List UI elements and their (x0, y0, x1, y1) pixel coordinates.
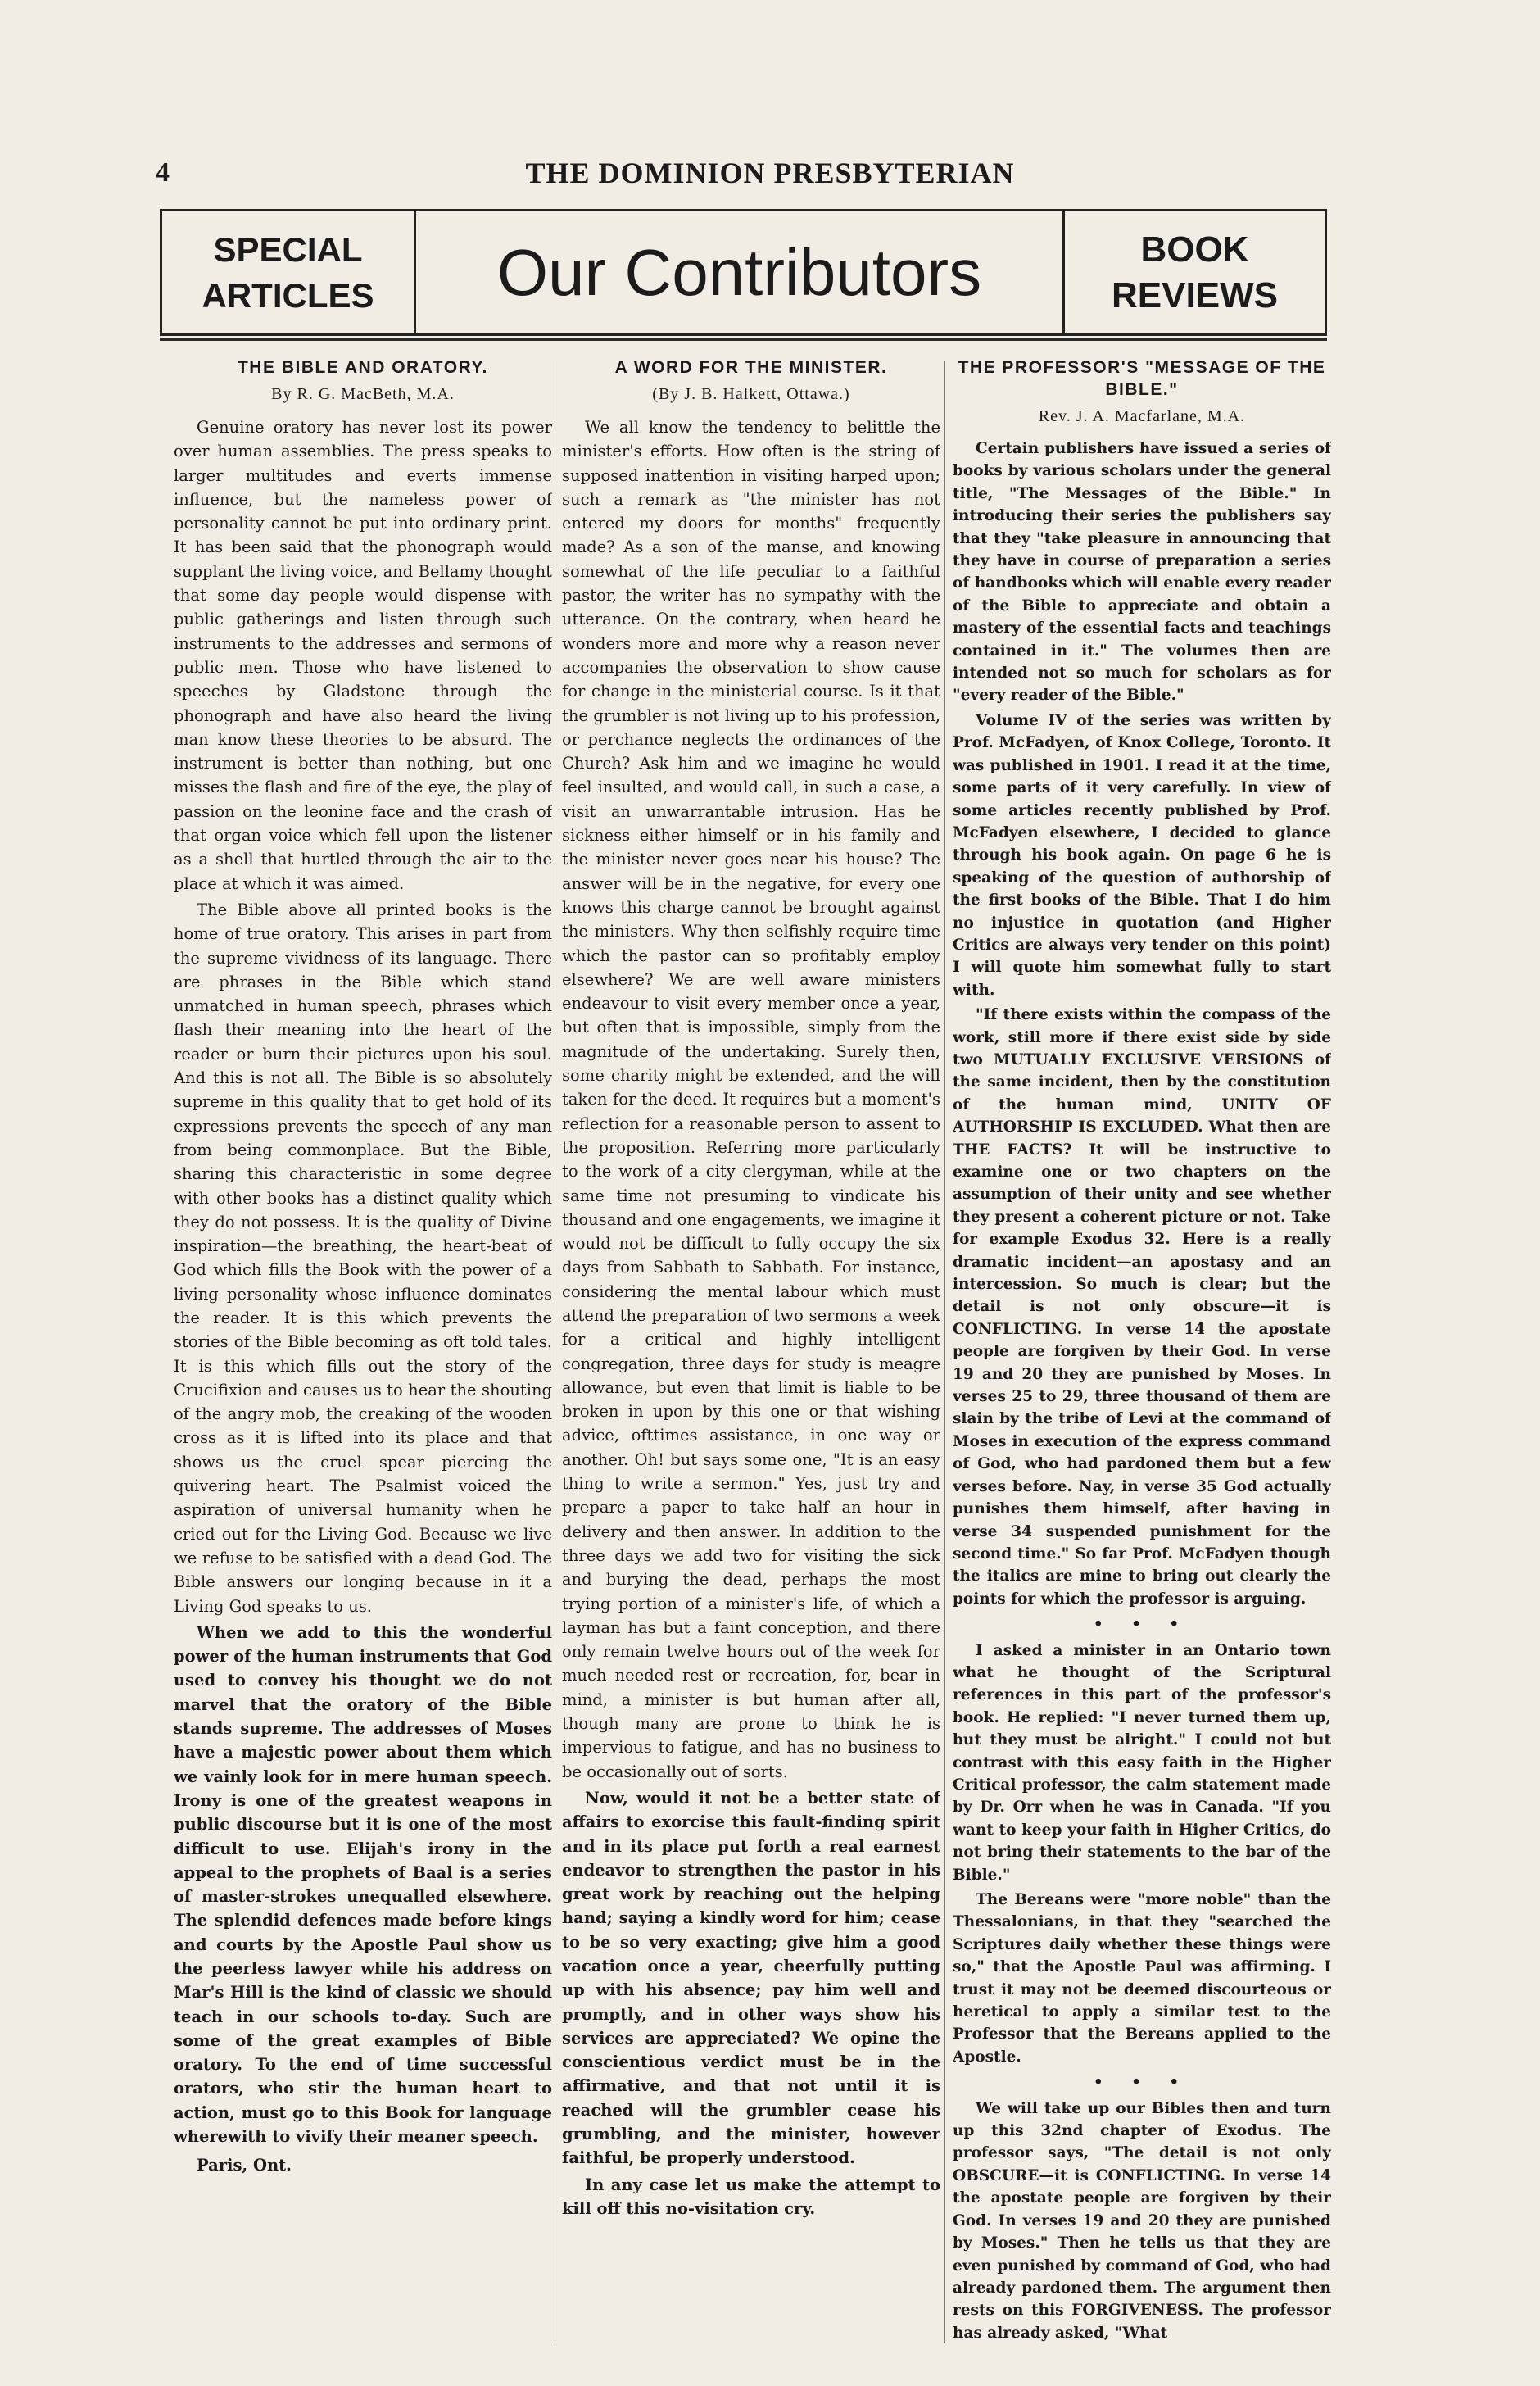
article-paragraph: "If there exists within the compass of the work, still more if there exist side by side two MUTUALLY EXCLUSIVE VERSIONS of the same incident, then by the constitution of the human mind, UNITY OF AUTHORSHIP IS EXCLUDED. What then are THE FACTS? It will be instructive to examine one or two chapters on the assumption of their unity and see whether they present a coherent picture or not. Take for example Exodus 32. Here is a really dramatic incident—an apostasy and an intercession. So much is clear; but the detail is not only obscure—it is CONFLICTING. In verse 14 the apostate people are forgiven by their God. In verse 19 and 20 they are punished by Moses. In verses 25 to 29, three thousand of them are slain by the tribe of Levi at the command of Moses in execution of the express command of God, who had pardoned them but a few verses before. Nay, in verse 35 God actually punishes them himself, after having in verse 34 suspended punishment for the second time." So far Prof. McFadyen though the italics are mine to bring out clearly the points for which the professor is arguing. (953, 1006, 1331, 1608)
masthead-right-box (1062, 211, 1325, 333)
masthead-right-line1: BOOK (1140, 229, 1249, 270)
article-byline: By R. G. MacBeth, M.A. (271, 385, 455, 403)
article-paragraph: Now, would it not be a better state of affairs to exorcise this fault-finding spirit and in its place put forth a real earnest endeavor to strengthen the pastor in his great work by reaching out the helping hand; saying a kindly word for him; cease to be so very exacting; give him a good vacation once a year, cheerfully putting up with his absence; pay him well and promptly, and in other ways show his services are appreciated? We opine the conscientious verdict must be in the affirmative, and that not until it is reached will the grumbler cease his grumbling, and the minister, however faithful, be properly understood. (562, 1788, 940, 2168)
section-divider: • • • (1093, 2074, 1191, 2092)
article-paragraph: Certain publishers have issued a series of books by various scholars under the general title, "The Messages of the Bible." In introducing their series the publishers say that they "take pleasure in announcing that they have in course of preparation a series of handbooks which will enable every reader of the Bible to appreciate and obtain a mastery of the essential facts and teachings contained in it." The volumes then are intended not so much for scholars as for "every reader of the Bible." (953, 440, 1331, 705)
masthead-title: Our Contributors (496, 235, 982, 309)
masthead-left-box (162, 211, 416, 333)
article-paragraph: We will take up our Bibles then and turn up this 32nd chapter of Exodus. The professor says, "The detail is not only OBSCURE—it is CONFLICTING. In verse 14 the apostate people are forgiven by their God. In verses 19 and 20 they are punished by Moses." Then he tells us that they are even punished by command of God, who had already pardoned them. The argument then rests on this FORGIVENESS. The professor has already asked, "What (953, 2099, 1331, 2342)
masthead-rule (160, 338, 1327, 341)
article-professors-message (953, 356, 1331, 2347)
article-paragraph: When we add to this the wonderful power of the human instruments that God used to convey his thought we do not marvel that the oratory of the Bible stands supreme. The addresses of Moses have a majestic power about them which we vainly look for in mere human speech. Irony is one of the greatest weapons in public discourse but it is one of the most difficult to use. Elijah's irony in the appeal to the prophets of Baal is a series of master-strokes unequalled elsewhere. The splendid defences made before kings and courts by the Apostle Paul show us the peerless lawyer while his address on Mar's Hill is the kind of classic we should teach in our schools to-day. Such are some of the great examples of Bible oratory. To the end of time successful orators, who stir the human heart to action, must go to this Book for language wherewith to vivify their meaner speech. (174, 1622, 552, 2147)
running-head: THE DOMINION PRESBYTERIAN (525, 156, 1015, 189)
article-paragraph: I asked a minister in an Ontario town what he thought of the Scriptural references in this part of the professor's book. He replied: "I never turned them up, but they must be alright." I could not but contrast with this easy faith in the Higher Critical professor, the calm statement made by Dr. Orr when he was in Canada. "If you want to keep your faith in Higher Critics, do not bring their statements to the bar of the Bible." (953, 1641, 1331, 1884)
article-paragraph: The Bereans were "more noble" than the Thessalonians, in that they "searched the Scriptures daily whether these things were so," that the Apostle Paul was affirming. I trust it may not be deemed discourteous or heretical to apply a similar test to the Professor that the Bereans applied to the Apostle. (953, 1891, 1331, 2066)
section-divider: • • • (1093, 1616, 1191, 1634)
masthead-left-line1: SPECIAL (213, 229, 363, 269)
article-paragraph: We all know the tendency to belittle the minister's efforts. How often is the string of supposed inattention in visiting harped upon; such a remark as "the minister has not entered my doors for months" frequently made? As a son of the manse, and knowing somewhat of the life peculiar to a faithful pastor, the writer has no sympathy with the utterance. On the contrary, when heard he wonders more and more why a reason never accompanies the observation to show cause for change in the ministerial course. Is it that the grumbler is not living up to his profession, or perchance neglects the ordinances of the Church? Ask him and we imagine he would feel insulted, and would call, in such a case, a visit an unwarrantable intrusion. Has he sickness either himself or in his family and the minister never goes near his house? The answer will be in the negative, for every one knows this charge cannot be brought against the ministers. Why then selfishly require time which the pastor can so profitably employ elsewhere? We are well aware ministers endeavour to visit every member once a year, but often that is impossible, simply from the magnitude of the undertaking. Surely then, some charity might be extended, and the will taken for the deed. It requires but a moment's reflection for a reasonable person to assent to the proposition. Referring more particularly to the work of a city clergyman, while at the same time not presuming to vindicate his thousand and one engagements, we imagine it would not be difficult to fully occupy the six days from Sabbath to Sabbath. For instance, considering the mental labour which must attend the preparation of two sermons a week for a critical and highly intelligent congregation, three days for study is meagre allowance, but even that limit is liable to be broken in upon by this one or that wishing advice, ofttimes assistance, in one way or another. Oh! but says some one, "It is an easy thing to write a sermon." Yes, just try and prepare a paper to take half an hour in delivery and then answer. In addition to the three days we add two for visiting the sick and burying the dead, perhaps the most trying portion of a minister's life, of which a layman has but a faint conception, and there only remain twelve hours out of the week for much needed rest or recreation, for, bear in mind, a minister is but human after all, though many are prone to think he is impervious to fatigue, and has no business to be occasionally out of sorts. (562, 418, 940, 1781)
column-divider (944, 361, 945, 2343)
masthead-left-line2: ARTICLES (202, 275, 374, 315)
article-bible-oratory (174, 356, 552, 2347)
article-headline: A WORD FOR THE MINISTER. (614, 358, 888, 377)
article-headline: THE PROFESSOR'S "MESSAGE OF THE BIBLE." (958, 358, 1326, 399)
article-paragraph: Genuine oratory has never lost its power over human assemblies. The press speaks to larger multitudes and everts immense influence, but the nameless power of personality cannot be put into ordinary print. It has been said that the phonograph would supplant the living voice, and Bellamy thought that some day people would dispense with public gatherings and listen through such instruments to the addresses and sermons of public men. Those who have listened to speeches by Gladstone through the phonograph and have also heard the living man know these theories to be absurd. The instrument is better than nothing, but one misses the flash and fire of the eye, the play of passion on the leonine face and the crash of that organ voice which fell upon the listener as a shell that hurtled through the air to the place at which it was aimed. (174, 418, 552, 893)
section-masthead (160, 209, 1327, 336)
article-paragraph: The Bible above all printed books is the home of true oratory. This arises in part from the supreme vividness of its language. There are phrases in the Bible which stand unmatched in human speech, phrases which flash their meaning into the heart of the reader or burn their pictures upon his soul. And this is not all. The Bible is so absolutely supreme in this quality that to get hold of its expressions prevents the speech of any man from being commonplace. But the Bible, sharing this characteristic in some degree with other books has a distinct quality which they do not possess. It is the quality of Divine inspiration—the breathing, the heart-beat of God which fills the Book with the power of a living personality whose influence dominates the reader. It is this which prevents the stories of the Bible becoming as oft told tales. It is this which fills out the story of the Crucifixion and causes us to hear the shouting of the angry mob, the creaking of the wooden cross as it is lifted into its place and that shows us the cruel spear piercing the quivering heart. The Psalmist voiced the aspiration of universal humanity when he cried out for the Living God. Because we live we refuse to be satisfied with a dead God. The Bible answers our longing because in it a Living God speaks to us. (174, 900, 552, 1616)
article-headline: THE BIBLE AND ORATORY. (237, 358, 488, 377)
article-paragraph: Volume IV of the series was written by Prof. McFadyen, of Knox College, Toronto. It was published in 1901. I read it at the time, some parts of it very carefully. In view of some articles recently published by Prof. McFadyen elsewhere, I decided to glance through his book again. On page 6 he is speaking of the question of authorship of the first books of the Bible. That I do him no injustice in quotation (and Higher Critics are always very tender on this point) I will quote him somewhat fully to start with. (953, 711, 1331, 999)
masthead-right-line2: REVIEWS (1112, 274, 1278, 315)
page-number: 4 (156, 157, 170, 188)
article-byline: (By J. B. Halkett, Ottawa.) (652, 385, 850, 403)
article-signoff: Paris, Ont. (197, 2156, 292, 2175)
article-word-for-minister (562, 356, 940, 2347)
article-byline: Rev. J. A. Macfarlane, M.A. (1038, 407, 1246, 425)
article-paragraph: In any case let us make the attempt to kill off this no-visitation cry. (562, 2175, 940, 2218)
